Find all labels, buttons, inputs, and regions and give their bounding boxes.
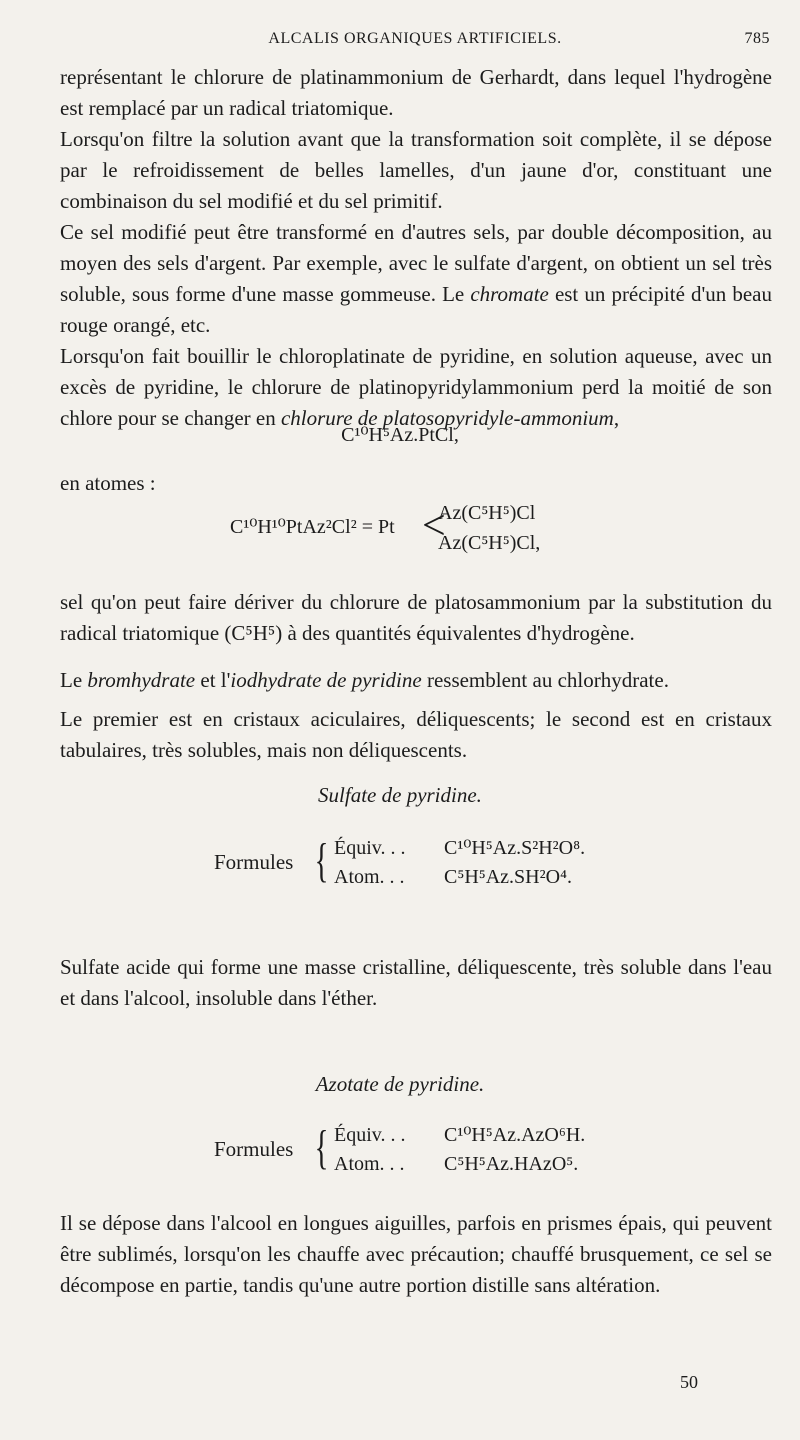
page-number: 785	[744, 30, 770, 47]
azotate-equiv-row	[334, 1122, 585, 1147]
en-atomes-label: en atomes :	[60, 471, 156, 495]
sulfate-brace: {	[314, 834, 329, 887]
paragraph-4-italic: chlorure de platosopyridyle-ammonium	[280, 406, 614, 430]
paragraph-3	[60, 217, 772, 341]
sulfate-equiv-key: Équiv. . .	[334, 837, 406, 859]
paragraph-3-end: est un précipité d'un beau rouge orangé, etc.	[60, 282, 772, 337]
paragraph-3-text: Ce sel modifié peut être transformé en d'autres sels, par double décomposition, au moyen des sels d'argent. Par exemple, avec le sulfate d'argent, on obtient un sel très soluble, sous forme d'une masse gommeuse. Le	[60, 220, 772, 306]
paragraph-9: Il se dépose dans l'alcool en longues aiguilles, parfois en prismes épais, qui peuvent être sublimés, lorsqu'on les chauffe avec précaution; chauffé brusquement, ce sel se décompose en partie, tandis qu'une autre portion distille sans altération.	[60, 1211, 772, 1297]
signature-mark: 50	[680, 1372, 698, 1392]
text-block-top	[60, 62, 772, 434]
sulfate-formulas-label: Formules	[214, 850, 294, 874]
paragraph-6-c: et l'	[195, 668, 231, 692]
formula-atomic	[0, 500, 800, 560]
text-en-atomes	[60, 468, 772, 499]
paragraph-6-a: Le	[60, 668, 88, 692]
atomic-branch-top: Az(C⁵H⁵)Cl	[438, 502, 536, 524]
paragraph-3-italic: chromate	[470, 282, 549, 306]
sulfate-formulas	[214, 835, 634, 899]
paragraph-6	[60, 665, 772, 696]
paragraph-4	[60, 341, 772, 434]
atomic-left: C¹⁰H¹⁰PtAz²Cl² = Pt	[230, 516, 395, 538]
sulfate-equiv-row	[334, 835, 585, 860]
running-title: ALCALIS ORGANIQUES ARTIFICIELS.	[268, 30, 562, 47]
paragraph-8: Sulfate acide qui forme une masse cristalline, déliquescente, très soluble dans l'eau et dans l'alcool, insoluble dans l'éther.	[60, 955, 772, 1010]
azotate-title: Azotate de pyridine.	[315, 1072, 485, 1096]
paragraph-6-b: bromhydrate	[87, 668, 196, 692]
text-sulfate	[60, 952, 772, 1014]
sulfate-atom-row	[334, 866, 572, 889]
azotate-atom-value: C⁵H⁵Az.HAzO⁵.	[444, 1153, 579, 1175]
azotate-atom-key: Atom. . .	[334, 1153, 405, 1175]
paragraph-4-text: Lorsqu'on fait bouillir le chloroplatinate de pyridine, en solution aqueuse, avec un excès de pyridine, le chlorure de platinopyridylammonium perd la moitié de son chlore pour se changer en	[60, 344, 772, 430]
azotate-formulas	[214, 1122, 634, 1186]
paragraph-6-d: iodhydrate de pyridine	[230, 668, 422, 692]
azotate-atom-row	[334, 1153, 578, 1176]
text-azotate	[60, 1208, 772, 1301]
azotate-brace: {	[314, 1121, 329, 1174]
paragraph-2: Lorsqu'on filtre la solution avant que la transformation soit complète, il se dépose par le refroidissement de belles lamelles, d'un jaune d'or, constituant une combinaison du sel modifié et du sel primitif.	[60, 127, 772, 213]
paragraph-6-e: ressemblent au chlorhydrate.	[421, 668, 669, 692]
sulfate-equiv-value: C¹⁰H⁵Az.S²H²O⁸.	[444, 837, 586, 859]
paragraph-7: Le premier est en cristaux aciculaires, déliquescents; le second est en cristaux tabulaires, très solubles, mais non déliquescents.	[60, 707, 772, 762]
paragraph-4-end: ,	[613, 406, 620, 430]
atomic-bracket: <	[422, 503, 446, 549]
sulfate-title: Sulfate de pyridine.	[318, 783, 482, 807]
atomic-branches	[438, 498, 540, 558]
sulfate-atom-key: Atom. . .	[334, 866, 405, 888]
text-block-middle	[60, 587, 772, 766]
azotate-equiv-value: C¹⁰H⁵Az.AzO⁶H.	[444, 1124, 586, 1146]
paragraph-5: sel qu'on peut faire dériver du chlorure de platosammonium par la substitution du radical triatomique (C⁵H⁵) à des quantités équivalentes d'hydrogène.	[60, 590, 772, 645]
page-header	[60, 26, 770, 50]
atomic-branch-bottom: Az(C⁵H⁵)Cl,	[438, 532, 541, 554]
sulfate-atom-value: C⁵H⁵Az.SH²O⁴.	[444, 866, 573, 888]
azotate-equiv-key: Équiv. . .	[334, 1124, 406, 1146]
formula-platoso-text: C¹⁰H⁵Az.PtCl,	[341, 424, 459, 446]
paragraph-1: représentant le chlorure de platinammonium de Gerhardt, dans lequel l'hydrogène est remplacé par un radical triatomique.	[60, 65, 772, 120]
azotate-formulas-label: Formules	[214, 1137, 294, 1161]
